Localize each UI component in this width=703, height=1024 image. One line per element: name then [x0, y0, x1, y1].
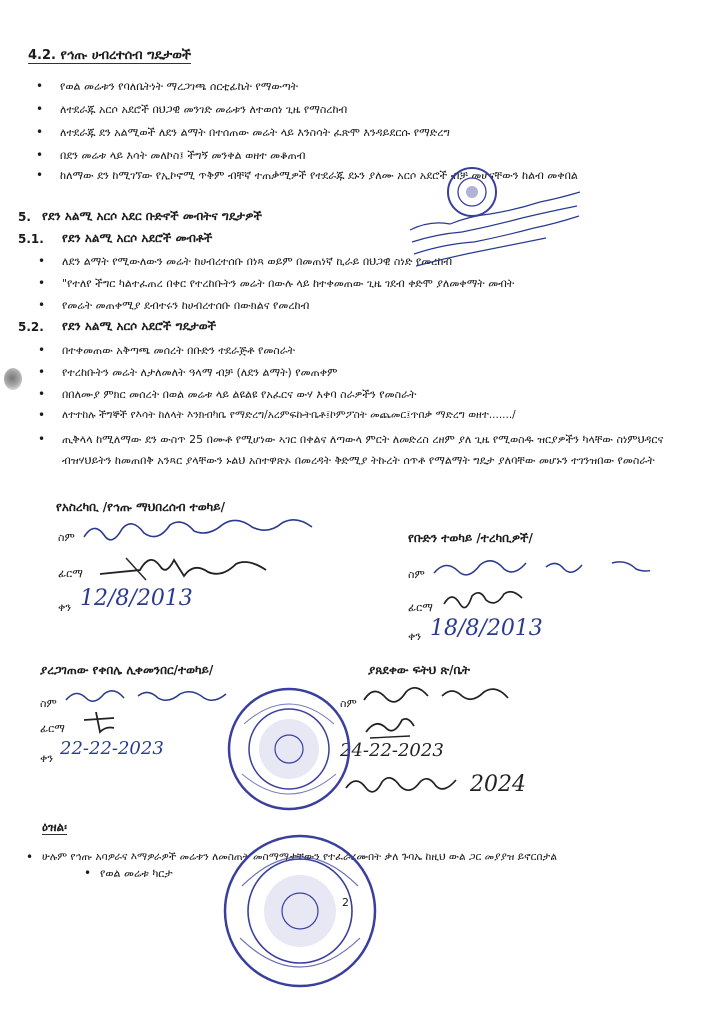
verifier-name-label: ስም — [40, 697, 57, 710]
section-5-2-number: 5.2. — [18, 320, 44, 334]
verifier-sign-label: ፊርማ — [40, 722, 65, 735]
court-note-handwriting — [340, 770, 470, 806]
list-item — [38, 429, 687, 471]
list-item — [38, 298, 662, 313]
list-item-text: ሁሉም የኅጡ አባዎራና እማዎራዎች መሬቱን ለመስጠት መስማማታቸውን የተፈራረሙበት ቃለ ጉባኤ ከዚህ ውል ጋር መያያዝ ይኖርበታል — [42, 851, 557, 863]
court-name-handwriting — [360, 680, 520, 712]
punch-hole — [4, 368, 22, 390]
verifier-signature — [78, 706, 128, 736]
list-item-text: በተቀመጠው አቅጣጫ መሰረት በቡድን ተደራጅቶ የመስራት — [62, 344, 296, 357]
list-item-text: ለተተከሉ ችግኞች የእሳት ከለላት እንክብካቤ የማድረግ/አረምፍኩትቤቶ፤ኮምፖስት መጨመር፤ጥበቃ ማድረግ ወዘተ......./ — [62, 409, 516, 421]
list-item — [38, 343, 662, 358]
right-sign-label: ፊርማ — [408, 601, 433, 614]
bullet-icon: • — [36, 148, 44, 162]
bullet-icon: • — [38, 387, 46, 401]
bullet-icon: • — [36, 168, 44, 182]
list-item-text: የተረከቡትን መሬት ለታለመለት ዓላማ ብቻ (ለደን ልማት) የመጠቀም — [62, 366, 338, 379]
bullet-icon: • — [36, 102, 44, 116]
list-item-text: በበለሙያ ምክር መሰረት በወል መሬቱ ላይ ልዩልዩ የአፈርና ውሃ እቀባ ስራዎችን የመስራት — [62, 388, 417, 401]
section-5-number: 5. — [18, 210, 31, 224]
left-sign-label: ፊርማ — [58, 567, 83, 580]
list-item — [38, 365, 662, 380]
list-item-text: በደን መሬቱ ላይ እሳት መለኮስ፤ ችግኝ መንቀል ወዘተ መቆጠብ — [60, 149, 306, 162]
bullet-icon: • — [36, 125, 44, 139]
list-item-text: "የተለየ ችግር ካልተፈጠረ በቀር የተረከቡትን መሬት በውሉ ላይ ከተቀመጠው ጊዜ ገደብ ቀድሞ ያለመቀማት መብት — [62, 277, 515, 290]
list-item-text: ለተደራጁ ደን አልሚወች ለደን ልማት በተሰጠው መሬት ላይ እንስሳት ፈጽሞ እንዳይደርሱ የማድረግ — [60, 126, 450, 139]
verifier-date-label: ቀን — [40, 752, 54, 765]
bullet-icon: • — [38, 432, 46, 446]
handwritten-annotation — [400, 160, 640, 270]
section-5-1-heading: የደን አልሚ አርሶ አደሮች መብቶች — [62, 231, 213, 245]
right-signatory-title: የቡድን ተወካይ /ተረካቢዎች/ — [408, 531, 533, 545]
court-date-value: 24-22-2023 — [340, 740, 444, 761]
bullet-icon: • — [38, 365, 46, 379]
list-item — [38, 408, 687, 423]
bullet-icon: • — [38, 343, 46, 357]
list-item-text: የወል መሬቱን የባለቤትነት ማረጋገጫ ሰርቲፊኬት የማውጣት — [60, 80, 299, 93]
right-signature — [440, 584, 530, 614]
list-item — [38, 276, 682, 291]
left-signatory-title: የአስረካቢ /የኅጡ ማህበረሰብ ተወካይ/ — [56, 500, 225, 514]
verifier-title: ያረጋገጠው የቀበሌ ሊቀመንበር/ተወካይ/ — [40, 663, 214, 677]
list-item-text: ለተደራጁ አርሶ አደሮች በህጋዊ መንገድ መሬቱን ለተወሰነ ጊዜ የማስረከብ — [60, 103, 348, 116]
right-date-label: ቀን — [408, 630, 422, 643]
left-date-label: ቀን — [58, 601, 72, 614]
bullet-icon: • — [38, 254, 46, 268]
appendix-heading-text: ዕዝል፡ — [42, 820, 67, 834]
court-note-year: 2024 — [470, 772, 526, 797]
list-item — [36, 79, 660, 94]
page-number: 2 — [342, 896, 349, 909]
bullet-icon: • — [84, 866, 92, 880]
left-date-value: 12/8/2013 — [80, 586, 193, 611]
small-stamp — [444, 164, 500, 220]
appendix-heading — [42, 820, 67, 835]
verifier-date-value: 22-22-2023 — [60, 738, 164, 759]
court-name-label: ስም — [340, 697, 357, 710]
section-5-1-number: 5.1. — [18, 232, 44, 246]
bullet-icon: • — [38, 298, 46, 312]
bullet-icon: • — [26, 850, 34, 864]
list-item — [38, 387, 662, 402]
list-item-text: ጢቅላላ ከሚለማው ደን ውስጥ 25 በሙቶ የሚሆነው ኣገር በቀልና ለጣውላ ምርት ለመድረስ ረዘም ያለ ጊዜ የሚወስዱ ዝርያዎችን ካላቸው ስነምህዳርና ብዝሃህይትን ከመጠበቅ አንጻር ያላቸውን ኑልህ አስተዋጽኦ በመረዳት ቅድሚያ ትኩረት ሰጥቶ የማልማት ግዴታ ያለባቸው መሆኑን ተገንዝበው የመስራት — [62, 433, 664, 467]
court-title: ያጸደቀው ፍትህ ጽ/ቤት — [368, 663, 470, 677]
section-5-heading: የደን አልሚ አርሶ አደር ቡድኖች መብትና ግዴታዎች — [42, 209, 262, 223]
left-signature — [96, 550, 286, 584]
right-name-handwriting — [430, 553, 650, 583]
list-item-text: ለደን ልማት የሚውለውን መሬት ከሀብረተሰቡ በነጻ ወይም በመጠነኛ ኪራይ በህጋዊ ስነድ የመረከብ — [62, 255, 453, 268]
section-5-2-heading: የደን አልሚ አርሶ አደሮች ግዴታወች — [62, 319, 217, 333]
bullet-icon: • — [36, 79, 44, 93]
bullet-icon: • — [38, 408, 46, 422]
section-4-2-heading — [28, 48, 191, 63]
section-4-2-heading-text: 4.2. የኅጡ ሀብረተሰብ ግዴታወች — [28, 48, 192, 63]
right-date-value: 18/8/2013 — [430, 616, 543, 641]
list-item — [36, 125, 680, 140]
left-name-handwriting — [80, 517, 330, 549]
list-item — [36, 102, 660, 117]
right-name-label: ስም — [408, 568, 425, 581]
bottom-round-stamp — [220, 826, 380, 996]
list-item-text: የመሬት መጠቀሚያ ደብተሩን ከሀብረተሰቡ በውክልና የመረከብ — [62, 299, 310, 312]
left-name-label: ስም — [58, 531, 75, 544]
bullet-icon: • — [38, 276, 46, 290]
list-item-text: የወል መሬቱ ካርታ — [100, 867, 173, 880]
kebele-round-stamp — [224, 684, 354, 814]
list-item-text: ከለማው ደን ከሚገኘው የኢኮኖሚ ጥቅም ብቸኛ ተጠቃሚዎች የተደራጁ ደኑን ያለሙ አርሶ አደሮች ብቻ መሆናቸውን ከልብ መቀበል — [60, 169, 578, 182]
